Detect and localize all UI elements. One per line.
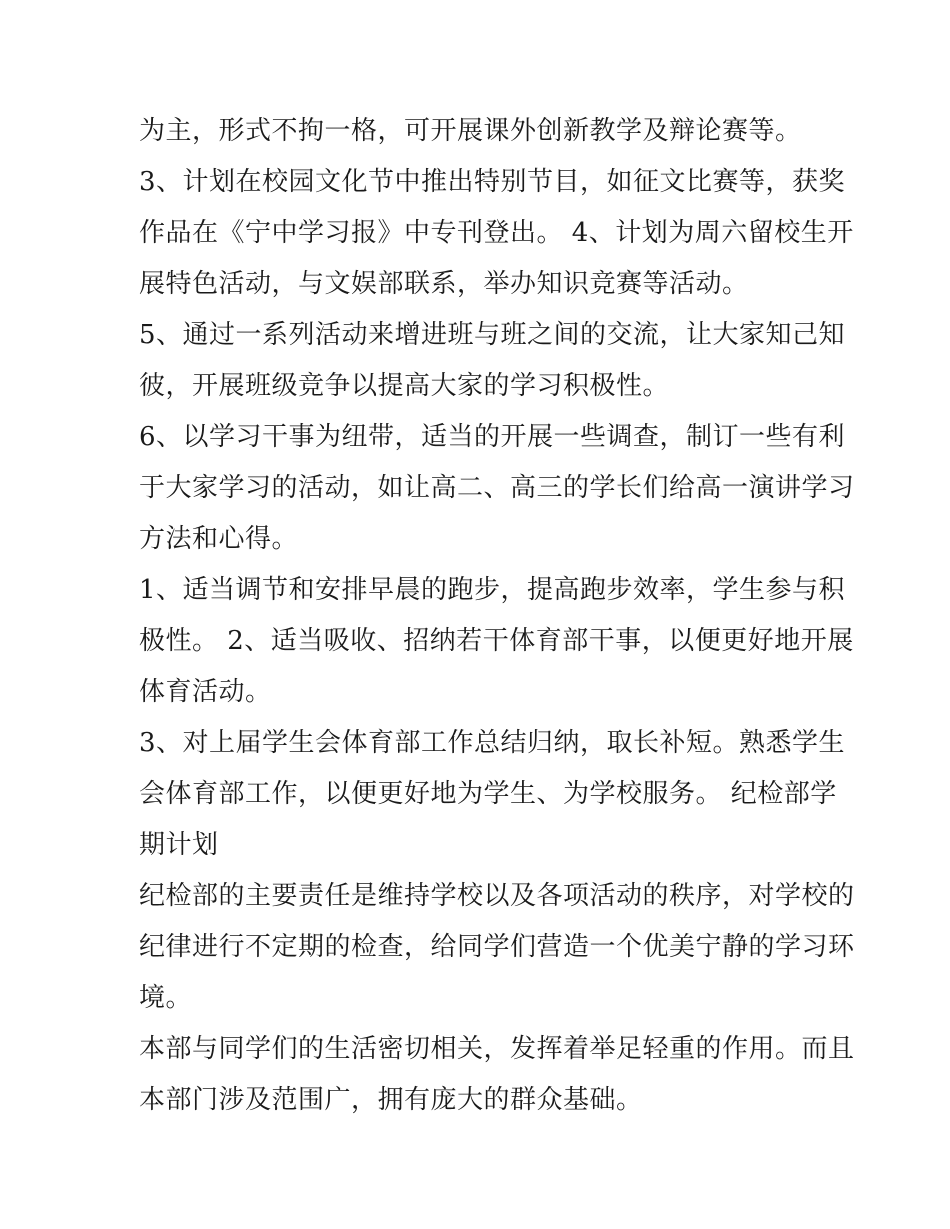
text-line: 展特色活动，与文娱部联系，举办知识竞赛等活动。 <box>139 269 749 299</box>
text-line: 期计划 <box>139 830 219 860</box>
text-line: 纪检部的主要责任是维持学校以及各项活动的秩序，对学校的 <box>139 881 855 911</box>
text-line: 为主，形式不拘一格，可开展课外创新教学及辩论赛等。 <box>139 116 802 146</box>
text-line: 本部门涉及范围广，拥有庞大的群众基础。 <box>139 1085 643 1115</box>
text-line: 1、适当调节和安排早晨的跑步，提高跑步效率，学生参与积 <box>139 575 846 605</box>
text-line: 境。 <box>139 983 193 1013</box>
text-line: 极性。 2、适当吸收、招纳若干体育部干事，以便更好地开展 <box>139 626 854 656</box>
text-line: 于大家学习的活动，如让高二、高三的学长们给高一演讲学习 <box>139 473 855 503</box>
text-line: 体育活动。 <box>139 677 272 707</box>
text-line: 纪律进行不定期的检查，给同学们营造一个优美宁静的学习环 <box>139 932 855 962</box>
text-line: 会体育部工作，以便更好地为学生、为学校服务。 纪检部学 <box>139 779 837 809</box>
text-line: 方法和心得。 <box>139 524 299 554</box>
text-line: 6、以学习干事为纽带，适当的开展一些调查，制订一些有利 <box>139 422 846 452</box>
document-body <box>139 106 855 1126</box>
text-line: 5、通过一系列活动来增进班与班之间的交流，让大家知己知 <box>139 320 846 350</box>
text-line: 3、计划在校园文化节中推出特别节目，如征文比赛等，获奖 <box>139 167 846 197</box>
text-line: 3、对上届学生会体育部工作总结归纳，取长补短。熟悉学生 <box>139 728 846 758</box>
text-line: 彼，开展班级竞争以提高大家的学习积极性。 <box>139 371 670 401</box>
text-line: 作品在《宁中学习报》中专刊登出。 4、计划为周六留校生开 <box>139 218 854 248</box>
text-line: 本部与同学们的生活密切相关，发挥着举足轻重的作用。而且 <box>139 1034 855 1064</box>
